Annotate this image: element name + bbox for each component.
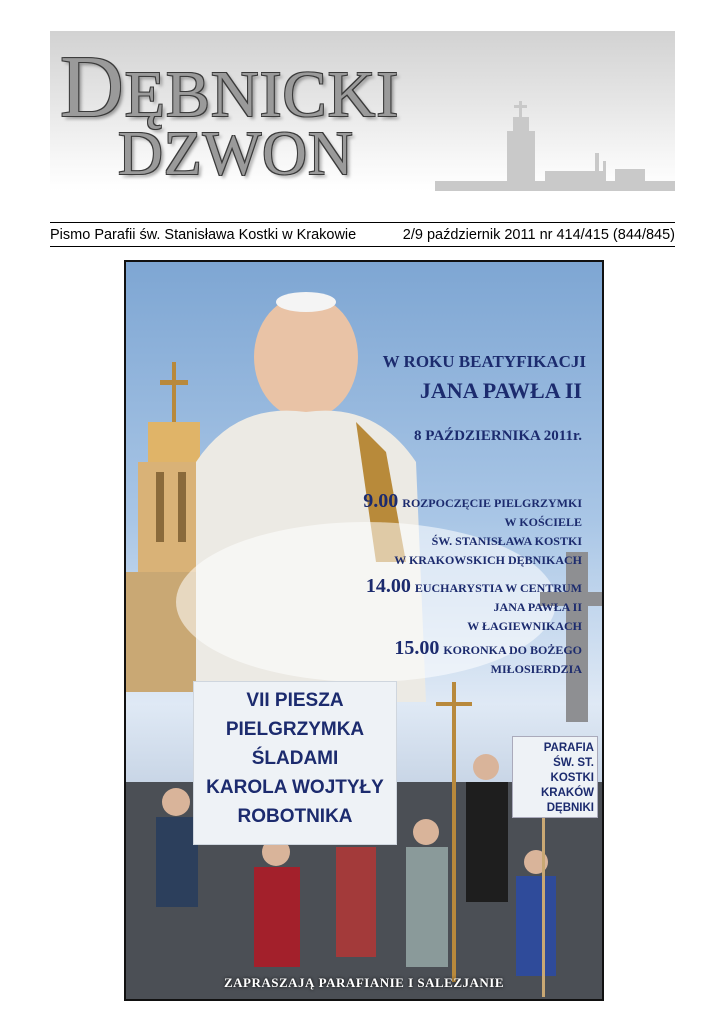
issue-info: 2/9 październik 2011 nr 414/415 (844/845) bbox=[402, 227, 675, 243]
event-desc-cont: MIŁOSIERDZIA bbox=[490, 662, 582, 676]
event-desc-cont: W KOŚCIELE bbox=[504, 515, 582, 529]
masthead bbox=[50, 31, 675, 191]
parish-name: Pismo Parafii św. Stanisława Kostki w Krakowie bbox=[50, 227, 357, 243]
masthead-initial: D bbox=[60, 39, 125, 136]
sign-line: DĘBNIKI bbox=[546, 802, 594, 814]
pilgrimage-poster bbox=[124, 260, 604, 1001]
parish-sign bbox=[512, 736, 598, 818]
banner-line: ROBOTNIKA bbox=[237, 806, 353, 827]
event-desc: EUCHARYSTIA W CENTRUM bbox=[414, 581, 582, 595]
masthead-title-line2: DZWON bbox=[118, 120, 354, 188]
sign-line: ŚW. ST. KOSTKI bbox=[550, 757, 594, 784]
banner-line: KAROLA WOJTYŁY bbox=[206, 777, 384, 798]
event-time: 15.00 bbox=[394, 637, 440, 659]
sign-line: KRAKÓW bbox=[540, 787, 594, 799]
bottom-rule bbox=[50, 246, 675, 247]
event-desc: ROZPOCZĘCIE PIELGRZYMKI bbox=[402, 496, 582, 510]
poster-date: 8 PAŹDZIERNIKA 2011r. bbox=[414, 428, 582, 444]
church-skyline-icon bbox=[435, 91, 675, 191]
banner-line: ŚLADAMI bbox=[251, 748, 339, 769]
event-1 bbox=[363, 490, 582, 570]
masthead-title-rest: ĘBNICKI bbox=[124, 58, 400, 131]
sign-line: PARAFIA bbox=[543, 742, 594, 754]
event-desc-cont: JANA PAWŁA II bbox=[493, 600, 582, 614]
poster-footer: ZAPRASZAJĄ PARAFIANIE I SALEZJANIE bbox=[223, 975, 505, 990]
banner-line: PIELGRZYMKA bbox=[225, 719, 365, 740]
event-time: 14.00 bbox=[365, 575, 411, 597]
poster-headline-2: JANA PAWŁA II bbox=[419, 378, 582, 403]
poster-headline-1: W ROKU BEATYFIKACJI bbox=[382, 352, 586, 371]
event-2 bbox=[366, 575, 582, 636]
pilgrimage-banner bbox=[193, 681, 397, 845]
event-3 bbox=[394, 637, 582, 679]
banner-line: VII PIESZA bbox=[246, 690, 344, 711]
event-desc: KORONKA DO BOŻEGO bbox=[443, 643, 582, 657]
event-desc-cont: W KRAKOWSKICH DĘBNIKACH bbox=[394, 553, 582, 567]
top-rule bbox=[50, 222, 675, 223]
subtitle-bar bbox=[50, 227, 675, 243]
event-time: 9.00 bbox=[363, 490, 399, 512]
event-desc-cont: ŚW. STANISŁAWA KOSTKI bbox=[431, 534, 582, 548]
event-desc-cont: W ŁAGIEWNIKACH bbox=[467, 619, 582, 633]
